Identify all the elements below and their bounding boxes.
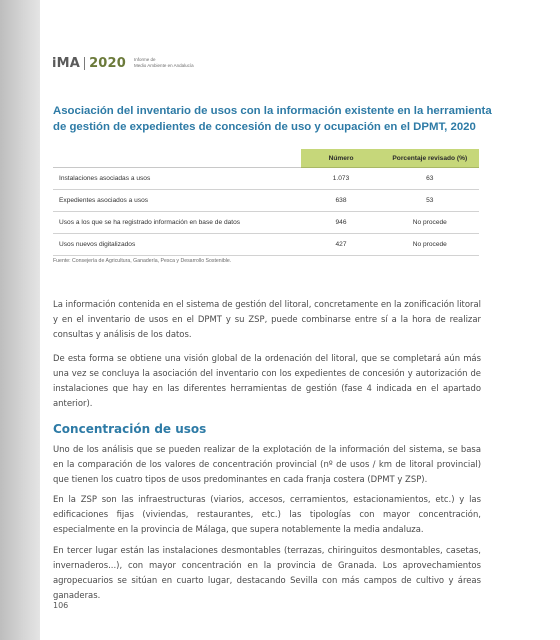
table-cell-label: Usos a los que se ha registrado información en base de datos — [53, 212, 301, 234]
table-title: Asociación del inventario de usos con la información existente en la herramienta de gestión de expedientes de concesión de uso y ocupación en el DPMT, 2020 — [53, 105, 492, 133]
logo-year-text: 2020 — [89, 55, 127, 71]
header-caption-line2: Medio Ambiente en Andalucía — [134, 63, 194, 68]
paragraph-3: Uno de los análisis que se pueden realizar de la explotación de la información del sistema, se basa en la comparación de los valores de concentración provincial (nº de usos / km de litoral provincial) que tienen los cuatro tipos de usos predominantes en cada franja costera (DPMT y ZSP). — [53, 444, 481, 484]
paragraph-5: En tercer lugar están las instalaciones desmontables (terrazas, chiringuitos desmontables, casetas, invernaderos...), con mayor concentración en la provincia de Granada. Los aprovechamientos agropecuarios se sitúan en cuarto lugar, destacando Sevilla con más campos de cultivo y áreas ganaderas. — [53, 545, 481, 600]
table-cell-numero: 638 — [301, 190, 380, 212]
table-row — [53, 190, 479, 212]
table-header-numero: Número — [301, 149, 380, 168]
table-row — [53, 212, 479, 234]
table-cell-porcentaje: 63 — [381, 168, 479, 190]
table-cell-porcentaje: No procede — [381, 212, 479, 234]
logo-ima-text: iMA — [52, 55, 81, 71]
paragraph-2: De esta forma se obtiene una visión global de la ordenación del litoral, que se completará aún más una vez se concluya la asociación del inventario con los expedientes de concesión y autorización de instalaciones que hay en las diferentes herramientas de gestión (fase 4 indicada en el apartado anterior). — [53, 353, 481, 408]
table-cell-porcentaje: No procede — [381, 234, 479, 256]
header-caption-line1: Informe de — [134, 57, 156, 62]
paragraph-4: En la ZSP son las infraestructuras (viarios, accesos, cerramientos, estacionamientos, etc.) y las edificaciones fijas (viviendas, restaurantes, etc.) las tipologías con mayor concentración, especialmente en la provincia de Málaga, que supera notablemente la media andaluza. — [53, 494, 481, 534]
logo-separator — [84, 57, 85, 70]
header-caption — [134, 57, 204, 69]
page-side-strip — [0, 0, 40, 640]
table-cell-label: Instalaciones asociadas a usos — [53, 168, 301, 190]
table-header-porcentaje: Porcentaje revisado (%) — [381, 149, 479, 168]
table-cell-numero: 427 — [301, 234, 380, 256]
table-cell-numero: 1.073 — [301, 168, 380, 190]
table-header-row — [53, 149, 479, 168]
table-cell-porcentaje: 53 — [381, 190, 479, 212]
ima-logo — [52, 56, 126, 71]
table-cell-label: Expedientes asociados a usos — [53, 190, 301, 212]
table-cell-label: Usos nuevos digitalizados — [53, 234, 301, 256]
table-header-blank — [53, 149, 301, 168]
table-source-note: Fuente: Consejería de Agricultura, Ganadería, Pesca y Desarrollo Sostenible. — [53, 258, 232, 264]
table-row — [53, 168, 479, 190]
report-header — [52, 52, 204, 74]
paragraph-1: La información contenida en el sistema de gestión del litoral, concretamente en la zonificación litoral y en el inventario de usos en el DPMT y su ZSP, puede combinarse entre sí a la hora de realizar consultas y análisis de los datos. — [53, 299, 481, 339]
page-number: 106 — [53, 601, 69, 610]
table-row — [53, 234, 479, 256]
section-heading: Concentración de usos — [53, 422, 207, 436]
table-cell-numero: 946 — [301, 212, 380, 234]
inventory-table — [53, 149, 479, 256]
